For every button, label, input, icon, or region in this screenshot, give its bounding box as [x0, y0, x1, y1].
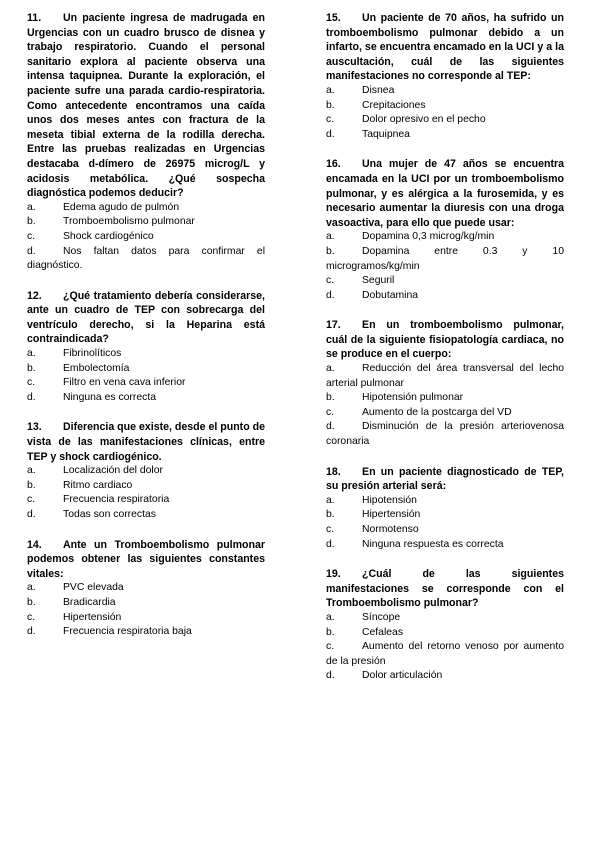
option-letter: b.: [326, 626, 335, 638]
option-text: Hipotensión: [362, 494, 417, 506]
option-letter: d.: [27, 626, 36, 638]
question-12: [27, 289, 265, 406]
question-11: [27, 11, 265, 274]
option-letter: b.: [27, 362, 36, 374]
option-text: Edema agudo de pulmón: [63, 201, 180, 213]
question-text: En un tromboembolismo pulmonar, cuál de la siguiente fisiopatología cardiaca, no se produce en el cuerpo:: [326, 319, 564, 361]
option-a: [326, 494, 564, 509]
option-text: Dolor opresivo en el pecho: [362, 114, 486, 126]
option-text: Normotenso: [362, 524, 419, 535]
question-number: 12.: [27, 289, 42, 302]
option-letter: c.: [27, 377, 36, 389]
option-b: [27, 596, 265, 611]
question-19: [326, 567, 564, 684]
right-column: [326, 11, 564, 699]
option-letter: a.: [326, 363, 335, 375]
question-17: [326, 318, 564, 449]
question-stem: [27, 538, 265, 582]
option-d: [27, 245, 265, 274]
option-letter: d.: [326, 538, 335, 550]
options-list: [326, 230, 564, 303]
question-number: 14.: [27, 538, 42, 551]
option-a: [326, 84, 564, 99]
option-text: Hipertensión: [63, 611, 122, 623]
option-text: Bradicardia: [63, 596, 116, 608]
question-15: [326, 11, 564, 142]
question-stem: [326, 157, 564, 230]
option-d: [27, 391, 265, 406]
option-text: Dolor articulación: [362, 670, 443, 682]
option-d: [27, 625, 265, 640]
option-a: [326, 611, 564, 626]
option-d: [326, 538, 564, 553]
question-text: Un paciente ingresa de madrugada en Urgencias con un cuadro brusco de disnea y trabajo respiratorio. Cuando el personal sanitario explora al paciente observa una intensa taquipnea. Durante la exploración, el paciente sufre una parada cardio-respiratoria. Como antecedente encontramos una caída unos dos meses antes con fractura de la meseta tibial externa de la rodilla derecha. Entre las pruebas realizadas en Urgencias destacaba d-dímero de 26975 microg/L y acidosis metabólica. ¿Qué sospecha diagnóstica podemos deducir?: [27, 12, 265, 200]
option-text: Localización del dolor: [63, 465, 163, 477]
options-list: [326, 84, 564, 142]
option-d: [326, 289, 564, 304]
option-a: [27, 581, 265, 596]
option-text: Ritmo cardiaco: [63, 479, 133, 491]
option-c: [27, 230, 265, 245]
question-number: 15.: [326, 12, 341, 24]
question-text: Un paciente de 70 años, ha sufrido un tromboembolismo pulmonar debido a un infarto, se encuentra encamado en la UCI y a la auscultación, cuál de las siguientes manifestaciones no corresponde al TEP:: [326, 12, 564, 83]
options-list: [27, 464, 265, 522]
option-b: [326, 245, 564, 274]
question-text: Ante un Tromboembolismo pulmonar podemos obtener las siguientes constantes vitales:: [27, 538, 265, 580]
option-letter: d.: [326, 670, 335, 682]
option-text: Reducción del área transversal del lecho arterial pulmonar: [326, 363, 564, 389]
option-c: [326, 640, 564, 669]
option-c: [326, 113, 564, 128]
option-b: [27, 479, 265, 494]
option-text: Ninguna es correcta: [63, 391, 156, 403]
option-letter: c.: [27, 611, 36, 623]
option-text: Aumento de la postcarga del VD: [362, 406, 512, 418]
option-b: [326, 508, 564, 523]
option-text: Dopamina entre 0.3 y 10 microgramos/kg/min: [326, 245, 564, 272]
options-list: [326, 611, 564, 684]
option-text: Taquipnea: [362, 128, 410, 140]
option-letter: c.: [27, 230, 36, 242]
options-list: [326, 494, 564, 552]
question-stem: [326, 465, 564, 494]
option-letter: b.: [326, 99, 335, 111]
question-18: [326, 465, 564, 553]
option-letter: a.: [27, 465, 36, 477]
options-list: [27, 201, 265, 274]
option-b: [326, 391, 564, 406]
option-letter: c.: [326, 275, 335, 287]
question-stem: [27, 420, 265, 464]
question-number: 16.: [326, 158, 341, 171]
option-c: [27, 376, 265, 391]
option-letter: b.: [326, 392, 335, 404]
option-text: Dobutamina: [362, 289, 419, 301]
option-text: Síncope: [362, 611, 401, 623]
question-text: Diferencia que existe, desde el punto de vista de las manifestaciones clínicas, entre TEP y shock cardiogénico.: [27, 421, 265, 463]
option-text: Seguril: [362, 275, 395, 287]
option-d: [326, 669, 564, 684]
option-text: Fibrinolíticos: [63, 348, 122, 360]
option-letter: a.: [27, 348, 36, 360]
option-letter: a.: [27, 201, 36, 213]
option-letter: a.: [326, 494, 335, 506]
option-c: [326, 274, 564, 289]
option-b: [27, 362, 265, 377]
question-13: [27, 420, 265, 522]
option-text: Hipertensión: [362, 509, 421, 521]
option-b: [326, 626, 564, 641]
option-letter: d.: [27, 509, 36, 520]
options-list: [27, 581, 265, 639]
option-letter: b.: [27, 596, 36, 608]
option-text: Hipotensión pulmonar: [362, 392, 464, 404]
question-text: ¿Cuál de las siguientes manifestaciones se corresponde con el Tromboembolismo pulmonar?: [326, 568, 564, 610]
option-letter: d.: [326, 289, 335, 301]
option-a: [27, 464, 265, 479]
option-letter: b.: [326, 509, 335, 521]
option-letter: b.: [27, 479, 36, 491]
option-a: [326, 362, 564, 391]
question-text: ¿Qué tratamiento debería considerarse, ante un cuadro de TEP con sobrecarga del ventrículo derecho, si la Heparina está contraindicada?: [27, 289, 265, 346]
option-text: Crepitaciones: [362, 99, 426, 111]
option-b: [27, 215, 265, 230]
option-letter: d.: [326, 421, 335, 433]
option-letter: b.: [27, 216, 36, 228]
question-text: En un paciente diagnosticado de TEP, su presión arterial será:: [326, 465, 564, 493]
option-text: Cefaleas: [362, 626, 404, 638]
option-letter: b.: [326, 245, 335, 257]
options-list: [27, 347, 265, 405]
question-number: 19.: [326, 568, 341, 581]
option-letter: a.: [326, 611, 335, 623]
option-c: [27, 611, 265, 626]
option-b: [326, 99, 564, 114]
option-text: Frecuencia respiratoria baja: [63, 626, 192, 638]
question-number: 11.: [27, 12, 42, 24]
question-stem: [27, 289, 265, 347]
option-text: Shock cardiogénico: [63, 230, 154, 242]
question-16: [326, 157, 564, 303]
option-c: [326, 406, 564, 421]
option-letter: a.: [326, 84, 335, 96]
option-letter: a.: [27, 582, 36, 594]
option-letter: d.: [326, 128, 335, 140]
left-column: [27, 11, 265, 655]
question-stem: [326, 11, 564, 84]
question-number: 18.: [326, 465, 341, 478]
option-d: [326, 420, 564, 449]
option-letter: c.: [27, 494, 36, 506]
option-text: Filtro en vena cava inferior: [63, 377, 186, 389]
options-list: [326, 362, 564, 450]
option-text: Nos faltan datos para confirmar el diagnóstico.: [27, 245, 265, 272]
option-a: [27, 201, 265, 216]
option-letter: d.: [27, 245, 36, 257]
question-stem: [27, 11, 265, 201]
question-number: 17.: [326, 319, 341, 332]
question-text: Una mujer de 47 años se encuentra encamada en la UCI por un tromboembolismo pulmonar, y es alérgica a la furosemida, y es necesario aumentar la diuresis con una droga vasoactiva, para ello que puede usar:: [326, 158, 564, 229]
option-text: Disnea: [362, 84, 395, 96]
option-text: Dopamina 0,3 microg/kg/min: [362, 231, 495, 243]
option-letter: d.: [27, 391, 36, 403]
option-letter: c.: [326, 641, 335, 653]
option-text: Todas son correctas: [63, 509, 156, 520]
option-text: Aumento del retorno venoso por aumento de la presión: [326, 641, 564, 667]
question-stem: [326, 567, 564, 611]
option-text: Ninguna respuesta es correcta: [362, 538, 504, 550]
option-letter: c.: [326, 406, 335, 418]
option-text: Tromboembolismo pulmonar: [63, 216, 195, 228]
question-14: [27, 538, 265, 640]
question-stem: [326, 318, 564, 362]
option-d: [326, 128, 564, 143]
option-c: [326, 523, 564, 538]
question-number: 13.: [27, 421, 42, 434]
option-a: [326, 230, 564, 245]
option-text: Disminución de la presión arteriovenosa coronaria: [326, 421, 564, 448]
option-letter: c.: [326, 114, 335, 126]
option-text: Frecuencia respiratoria: [63, 494, 170, 506]
option-letter: c.: [326, 524, 335, 535]
option-text: PVC elevada: [63, 582, 124, 594]
option-letter: a.: [326, 231, 335, 243]
option-a: [27, 347, 265, 362]
option-c: [27, 493, 265, 508]
option-text: Embolectomía: [63, 362, 130, 374]
option-d: [27, 508, 265, 523]
